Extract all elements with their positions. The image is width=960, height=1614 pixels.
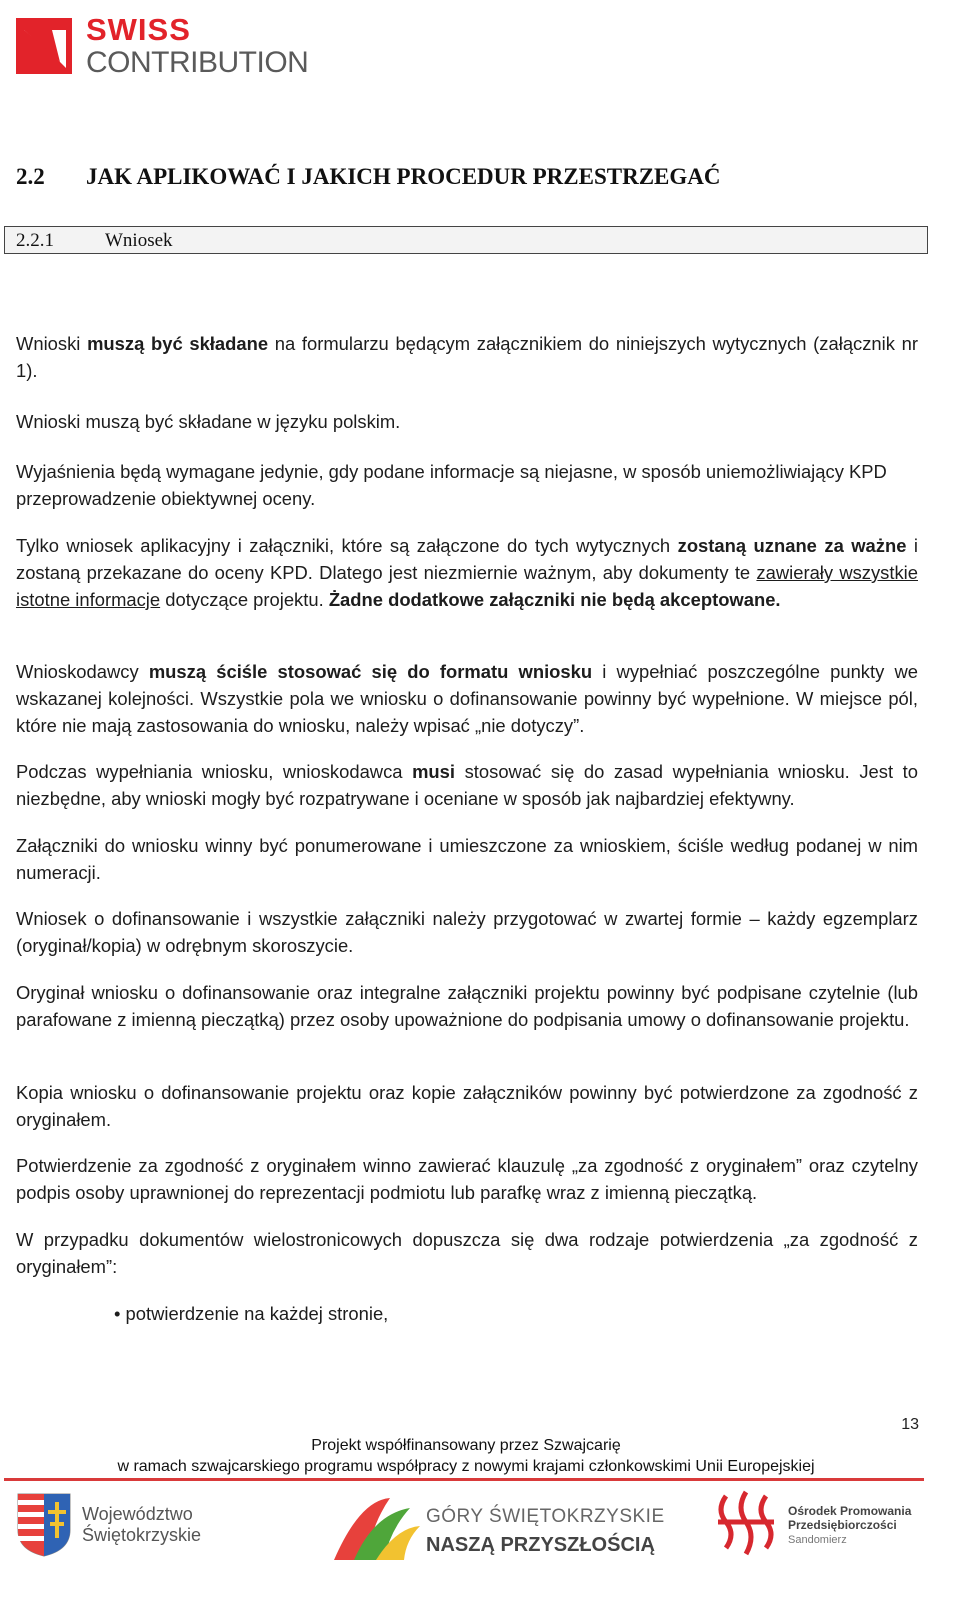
mountains-logo-icon — [330, 1490, 422, 1562]
paragraph-10: Kopia wniosku o dofinansowanie projektu oraz kopie załączników powinny być potwierdzone za zgodność z oryginałem. — [16, 1082, 918, 1130]
footer-line-2: w ramach szwajcarskiego programu współpracy z nowymi krajami członkowskimi Unii Europejskiej — [117, 1458, 815, 1475]
subsection-title: Wniosek — [105, 230, 173, 251]
footer-logos — [0, 1486, 960, 1566]
opp-logo-icon — [712, 1488, 782, 1560]
footer-line-1: Projekt współfinansowany przez Szwajcarię — [311, 1437, 621, 1454]
paragraph-4: Tylko wniosek aplikacyjny i załączniki, które są załączone do tych wytycznych zostaną uznane za ważne i zostaną przekazane do oceny KPD. Dlatego jest niezmiernie ważnym, aby dokumenty te zawierały wszystkie istotne informacje dotyczące projektu. Żadne dodatkowe załączniki nie będą akceptowane. — [16, 535, 918, 610]
swiss-contribution-red-square-icon — [16, 18, 76, 78]
coat-of-arms-icon — [14, 1490, 74, 1558]
paragraph-7: Załączniki do wniosku winny być ponumerowane i umieszczone za wnioskiem, ściśle według podanej w nim numeracji. — [16, 835, 918, 883]
swiss-contribution-logo — [16, 12, 309, 79]
paragraph-6: Podczas wypełniania wniosku, wnioskodawca musi stosować się do zasad wypełniania wniosku. Jest to niezbędne, aby wnioski mogły być rozpatrywane i oceniane w sposób jak najbardziej efektywny. — [16, 761, 918, 809]
paragraph-12: W przypadku dokumentów wielostronicowych dopuszcza się dwa rodzaje potwierdzenia „za zgodność z oryginałem”: — [16, 1229, 918, 1277]
bullet-item: • potwierdzenie na każdej stronie, — [114, 1303, 389, 1324]
page-number: 13 — [901, 1416, 919, 1433]
paragraph-1: Wnioski muszą być składane na formularzu będącym załącznikiem do niniejszych wytycznych (załącznik nr 1). — [16, 333, 918, 381]
logo1-line2: Świętokrzyskie — [82, 1525, 202, 1545]
logo3-line2: Przedsiębiorczości — [788, 1518, 897, 1532]
section-number: 2.2 — [16, 164, 45, 189]
subsection-number: 2.2.1 — [16, 230, 54, 251]
paragraph-9: Oryginał wniosku o dofinansowanie oraz integralne załączniki projektu powinny być podpisane czytelnie (lub parafowane z imienną pieczątką) przez osoby upoważnione do podpisania umowy o dofinansowanie projektu. — [16, 982, 918, 1030]
paragraph-3: Wyjaśnienia będą wymagane jedynie, gdy podane informacje są niejasne, w sposób uniemożliwiający KPD przeprowadzenie obiektywnej oceny. — [16, 461, 887, 509]
logo-line-contribution: CONTRIBUTION — [86, 46, 309, 79]
logo-line-swiss: SWISS — [86, 12, 191, 47]
paragraph-5: Wnioskodawcy muszą ściśle stosować się do formatu wniosku i wypełniać poszczególne punkty we wskazanej kolejności. Wszystkie pola we wniosku o dofinansowanie powinny być wypełnione. W miejsce pól, które nie mają zastosowania do wniosku, należy wpisać „nie dotyczy”. — [16, 661, 918, 736]
logo3-line3: Sandomierz — [788, 1534, 847, 1546]
section-title: JAK APLIKOWAĆ I JAKICH PROCEDUR PRZESTRZEGAĆ — [86, 164, 721, 189]
paragraph-11: Potwierdzenie za zgodność z oryginałem winno zawierać klauzulę „za zgodność z oryginałem” oraz czytelny podpis osoby uprawnionej do reprezentacji podmiotu lub parafkę wraz z imienną pieczątką. — [16, 1155, 918, 1203]
paragraph-8: Wniosek o dofinansowanie i wszystkie załączniki należy przygotować w zwartej formie – każdy egzemplarz (oryginał/kopia) w odrębnym skoroszycie. — [16, 908, 918, 956]
logo2-line1: GÓRY ŚWIĘTOKRZYSKIE — [426, 1506, 665, 1527]
subsection-heading — [4, 226, 928, 254]
section-heading — [16, 164, 721, 190]
logo3-line1: Ośrodek Promowania — [788, 1504, 912, 1518]
logo2-line2: NASZĄ PRZYSZŁOŚCIĄ — [426, 1534, 655, 1556]
logo1-line1: Województwo — [82, 1504, 193, 1524]
opp-sandomierz-logo — [712, 1488, 927, 1562]
gory-swietokrzyskie-logo — [330, 1490, 665, 1562]
paragraph-2: Wnioski muszą być składane w języku polskim. — [16, 411, 401, 432]
footer-divider — [4, 1478, 924, 1481]
wojewodztwo-logo — [14, 1490, 204, 1560]
